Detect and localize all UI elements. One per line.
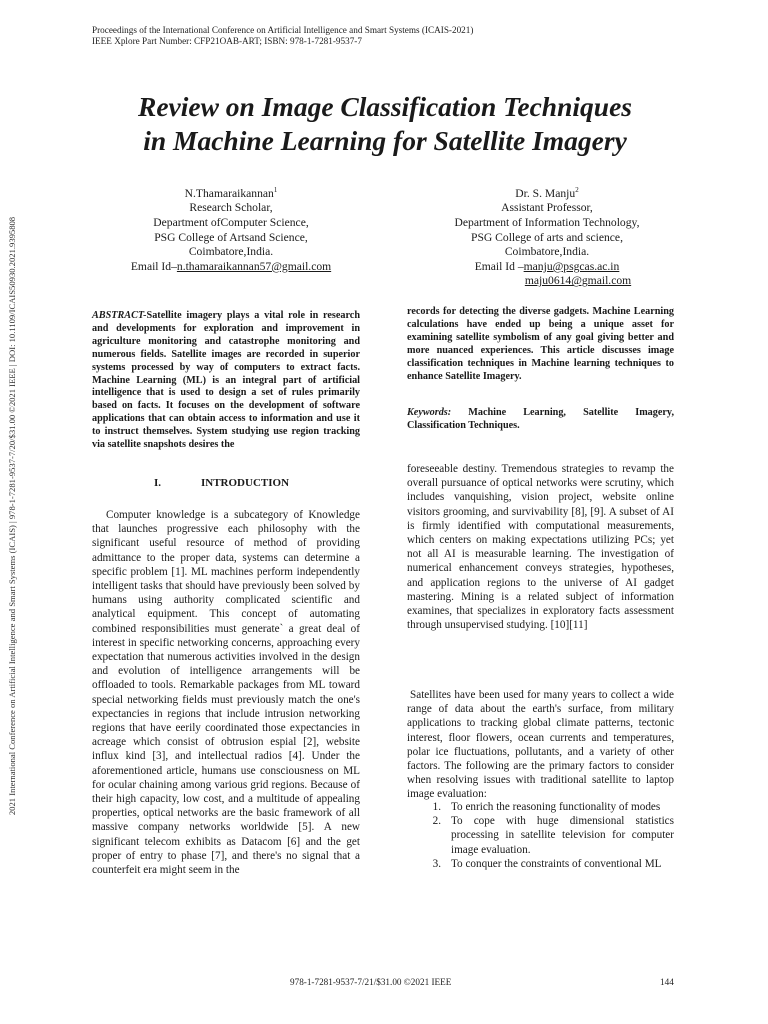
intro-paragraph-2: foreseeable destiny. Tremendous strategies to revamp the overall pursuance of optical networks were scrutiny, which includes vanquishing, vision project, website online visitors grooming, and survivability [8], [9]. A subset of AI is firmly identified with computational measurements, which centers on making expectations utilizing PCs; yet not all AI is measurable learning. The investigation of numerical enhancement conveys strategies, hypotheses, and application regions to the universe of AI gadget mastering. Mining is a related subject of information examines, that specializes in exploratory facts assessment through unsupervised studying. [10][11] xyxy=(407,463,674,632)
sidebar-doi-text: 2021 International Conference on Artificial Intelligence and Smart Systems (ICAIS) | 978-1-7281-9537-7/20/$31.00 ©2021 IEEE | DOI: 10.1109/ICAIS50930.2021.9395808 xyxy=(7,216,17,816)
author-email: Email Id–n.thamaraikannan57@gmail.com xyxy=(130,259,332,273)
abstract-label: ABSTRACT- xyxy=(92,310,147,321)
author-department: Department ofComputer Science, xyxy=(153,216,309,230)
conference-header xyxy=(92,25,473,47)
abstract-text-1: Satellite imagery plays a vital role in research and developments for exploration and improvement in agriculture monitoring and catastrophe monitoring and numerous fields. Satellite images are recorded in superior systems processed by way of computers to extract facts. Machine Learning (ML) is an integral part of artificial intelligence that is used to design a set of rules primarily based on facts. It focuses on the development of software applications that can obtain access to information and use it to instruct themselves. System studying use region tracking via satellite snapshots desires the xyxy=(92,310,360,451)
section-title: INTRODUCTION xyxy=(201,477,290,489)
section-number: I. xyxy=(154,477,162,489)
list-text: To cope with huge dimensional statistics processing in satellite television for computer image evaluation. xyxy=(451,815,674,856)
author-college: PSG College of arts and science, xyxy=(471,230,623,244)
intro-paragraph-1: Computer knowledge is a subcategory of Knowledge that launches progressive each philosophy with the significant useful resource of method of providing admittance to the proper data, systems can determine a specific problem [1]. ML machines perform independently intelligent tasks that should have previously been solved by humans using authority complicated scientific and analytical equipment. This concept of automating combined responsibilities must generate` a great deal of interest in specific networking concerns, approaching every expectation that numerous activities involved in the design and evolution of intelligence arrangements will be offloaded to tools. Remarkable packages from ML toward special networking fields must previously match the one's expectancies in regions that include intrusion networking regions that have eerily coordinated those expectancies in acreage which consist of obtrusion espial [2], website influx kind [3], and intellectual radios [4]. Under the aforementioned article, humans use consciousness on ML for ocular chaining among various grid regions. Because of their high capacity, low cost, and a multitude of appealing properties, optical networks are the basic framework of all massive company networks worldwide [5]. A new significant telecom exhibits as Datacom [6] and the get proper of entry to phase [7], and there's no signal that a counterfeit era might seem in the xyxy=(92,509,360,877)
author-city: Coimbatore,India. xyxy=(188,245,274,259)
page-number: 144 xyxy=(660,977,674,987)
author-block-2 xyxy=(412,183,682,289)
author-block-1 xyxy=(96,183,366,274)
list-item xyxy=(407,800,674,814)
author-name: N.Thamaraikannan$^1$ xyxy=(184,186,278,200)
author-email-link[interactable]: n.thamaraikannan57@gmail.com xyxy=(176,259,332,273)
list-number: 1. xyxy=(432,801,441,813)
list-number: 3. xyxy=(432,857,441,870)
paper-title xyxy=(80,90,690,158)
author-role: Research Scholar, xyxy=(189,201,273,215)
keywords xyxy=(407,407,674,433)
keywords-text: Machine Learning, Satellite Imagery, Classification Techniques. xyxy=(407,407,674,431)
list-item xyxy=(407,857,674,871)
author-email-secondary xyxy=(412,274,682,289)
conference-header-line1: Proceedings of the International Conference on Artificial Intelligence and Smart Systems (ICAIS-2021) xyxy=(92,25,474,35)
author-email-link-2[interactable]: maju0614@gmail.com xyxy=(524,274,632,288)
intro-paragraph-3: Satellites have been used for many years to collect a wide range of data about the earth's surface, from military applications to tracking global climate patterns, tectonic interest, floor flowers, ocean currents and temperatures, polar ice fluctuations, pollutants, and a variety of other factors. The following are the primary factors to consider when resolving issues with traditional satellite to laptop image evaluation: xyxy=(407,689,674,801)
author-email: Email Id –manju@psgcas.ac.in xyxy=(474,259,620,273)
abstract-col1 xyxy=(92,310,360,452)
factor-list xyxy=(407,800,674,871)
author-name: Dr. S. Manju$^2$ xyxy=(515,186,579,200)
list-text: To enrich the reasoning functionality of modes xyxy=(451,801,661,813)
list-number: 2. xyxy=(432,815,441,828)
author-role: Assistant Professor, xyxy=(501,201,593,215)
title-line-2: in Machine Learning for Satellite Imagery xyxy=(143,125,627,156)
conference-header-line2: IEEE Xplore Part Number: CFP21OAB-ART; ISBN: 978-1-7281-9537-7 xyxy=(92,36,362,46)
author-email-link[interactable]: manju@psgcas.ac.in xyxy=(523,259,620,273)
list-item xyxy=(407,814,674,857)
title-line-1: Review on Image Classification Techniques xyxy=(137,91,632,122)
list-text: To conquer the constraints of conventional ML xyxy=(451,857,662,870)
keywords-label: Keywords: xyxy=(407,407,452,418)
footer-code: 978-1-7281-9537-7/21/$31.00 ©2021 IEEE xyxy=(290,977,452,987)
author-college: PSG College of Artsand Science, xyxy=(154,230,308,244)
abstract-col2: records for detecting the diverse gadgets. Machine Learning calculations have ended up being a unique asset for examining satellite symbolism of any goal giving better and more nuanced experiences. This article discusses image classification techniques in Machine learning techniques to enhance Satellite Imagery. xyxy=(407,306,674,382)
author-department: Department of Information Technology, xyxy=(454,216,640,230)
author-city: Coimbatore,India. xyxy=(504,245,590,259)
